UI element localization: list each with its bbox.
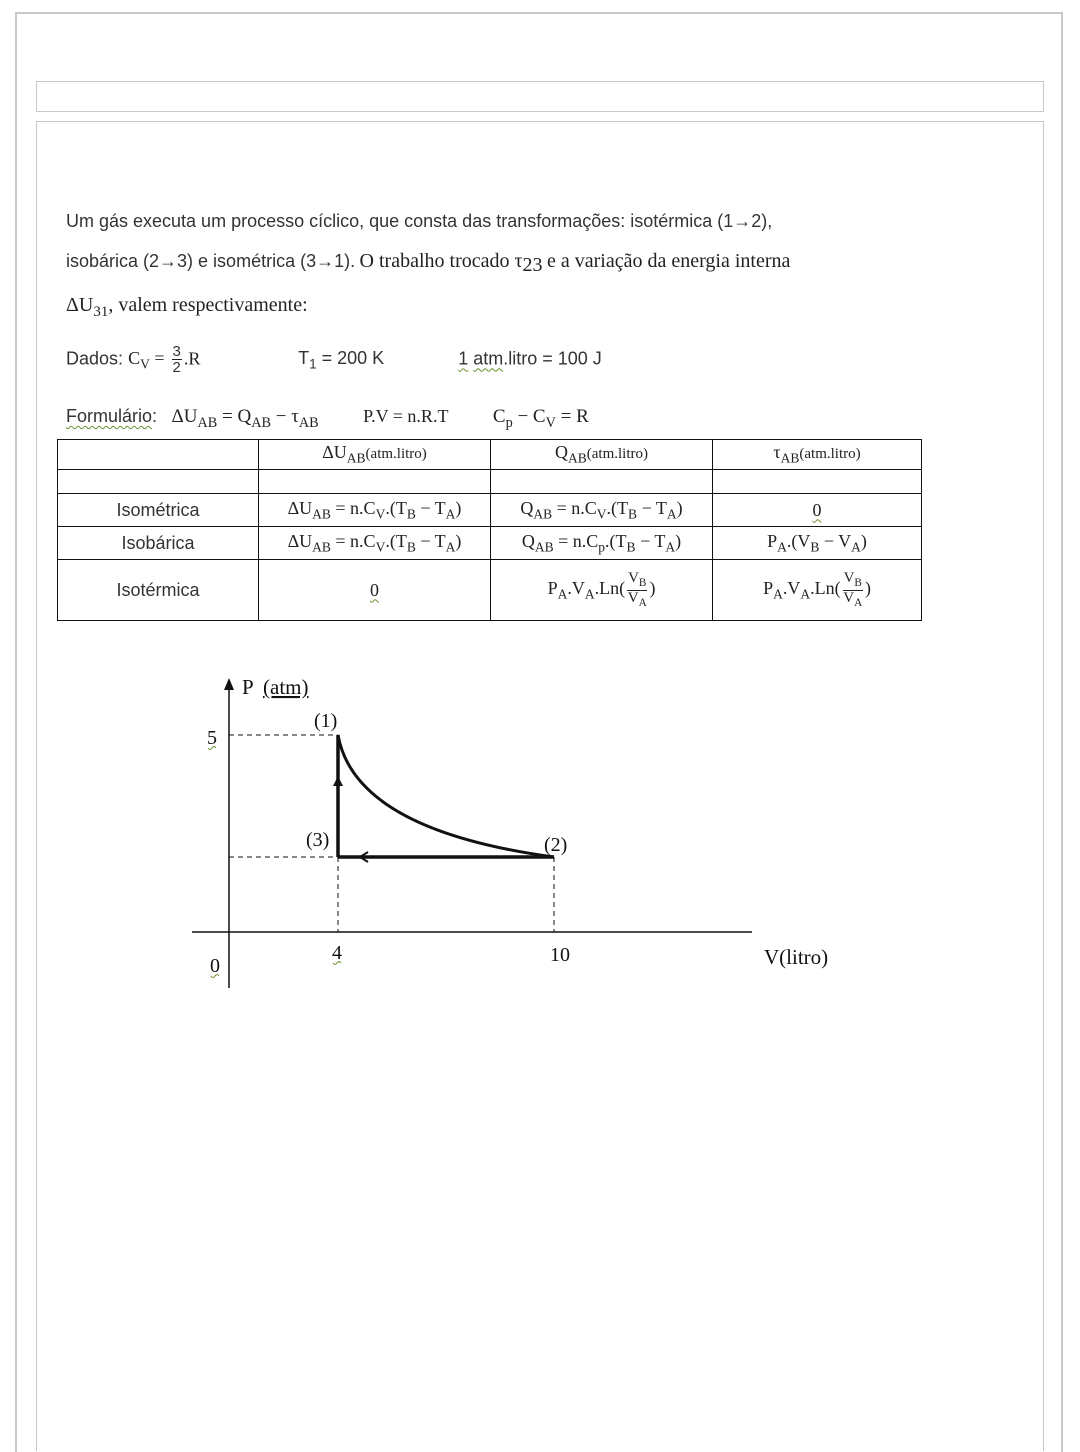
problem-line-1: Um gás executa um processo cíclico, que consta das transformações: isotérmica (1→2), — [66, 211, 773, 231]
header-sub: AB — [346, 450, 366, 466]
table-cell-formula: $\Delta U_{AB} = n.C_V.(T_B - T_A)$ — [259, 494, 491, 527]
x-tick-10: 10 — [550, 944, 570, 966]
row-label-isotermica: Isotérmica — [58, 560, 259, 621]
cv-equals: = — [154, 348, 165, 369]
table-cell-formula: $P_A.V_A.Ln$( $\frac{V_B}{V_A}$ ) — [713, 560, 922, 621]
table-cell-formula: $P_A.(V_B - V_A)$ — [713, 527, 922, 560]
formulario-colon: : — [152, 406, 158, 426]
upward-arrow-icon — [333, 776, 343, 786]
point-2-label: (2) — [544, 834, 568, 856]
point-1-label: (1) — [314, 710, 338, 732]
problem-line-2-sans: isobárica (2→3) e isométrica (3→1). — [66, 251, 356, 271]
header-unit: (atm.litro) — [586, 446, 648, 463]
dados-label: Dados: — [66, 348, 124, 369]
point-3-label: (3) — [306, 829, 330, 851]
f1-sub2: AB — [251, 414, 271, 431]
t1-number: = 200 K — [321, 348, 385, 369]
f1-tau: − τ — [270, 406, 299, 427]
zero-value: 0 — [370, 579, 379, 600]
problem-line-2-end: e a variação da energia interna — [546, 250, 791, 272]
delta-u-symbol: ΔU — [66, 294, 94, 316]
formulario-label: Formulário — [66, 406, 153, 426]
x-tick-4: 4 — [332, 942, 342, 964]
delta-u-subscript: 31 — [93, 304, 109, 320]
row-label-isometrica: Isométrica — [58, 494, 259, 527]
cv-suffix: .R — [183, 348, 201, 369]
cv-letter: C — [128, 348, 141, 369]
f3-sub2: V — [545, 414, 556, 431]
conversion-atm: atm — [473, 348, 504, 369]
f3-mid: − C — [512, 406, 546, 427]
tau-subscript: 23 — [522, 254, 543, 277]
y-axis-label-p: P — [242, 675, 254, 699]
f1-sub: AB — [197, 414, 218, 431]
ideal-gas-formula: P.V = n.R.T — [363, 406, 449, 426]
origin-label: 0 — [210, 955, 220, 977]
f1-sub3: AB — [298, 414, 319, 431]
table-cell-formula: $Q_{AB} = n.C_p.(T_B - T_A)$ — [491, 527, 713, 560]
conversion-rest: .litro = 100 J — [503, 348, 602, 369]
header-unit: (atm.litro) — [365, 446, 427, 463]
row-label-isobarica: Isobárica — [58, 527, 259, 560]
header-sub: AB — [780, 450, 800, 466]
table-cell-formula: $Q_{AB} = n.C_V.(T_B - T_A)$ — [491, 494, 713, 527]
header-main: τ — [773, 442, 781, 463]
isothermal-curve — [338, 735, 554, 857]
y-axis-label-unit: (atm) — [263, 675, 309, 699]
header-sub: AB — [568, 450, 587, 466]
t1-letter: T — [298, 348, 310, 369]
header-unit: (atm.litro) — [799, 446, 861, 463]
header-main: ΔU — [322, 442, 347, 463]
f3-end: = R — [555, 406, 589, 427]
y-axis-arrow-icon — [224, 678, 234, 690]
fraction-numerator: 3 — [172, 343, 181, 360]
cv-subscript: V — [140, 356, 150, 372]
f1-delta-u: ΔU — [171, 406, 198, 427]
f3-sub1: p — [505, 414, 513, 431]
table-cell-formula: $P_A.V_A.Ln$( $\frac{V_B}{V_A}$ ) — [491, 560, 713, 621]
fraction-denominator: 2 — [172, 359, 181, 376]
zero-value: 0 — [812, 499, 822, 520]
table-cell-formula: $\Delta U_{AB} = n.C_V.(T_B - T_A)$ — [259, 527, 491, 560]
header-main: Q — [555, 442, 568, 463]
y-tick-5: 5 — [207, 727, 217, 749]
t1-subscript: 1 — [309, 356, 317, 372]
f1-q: = Q — [217, 406, 252, 427]
f3-c: C — [492, 406, 506, 427]
conversion-one: 1 — [458, 348, 469, 369]
problem-line-2-serif: O trabalho trocado τ — [359, 250, 523, 272]
problem-line-3-end: , valem respectivamente: — [108, 294, 308, 316]
x-axis-label: V(litro) — [764, 945, 829, 969]
